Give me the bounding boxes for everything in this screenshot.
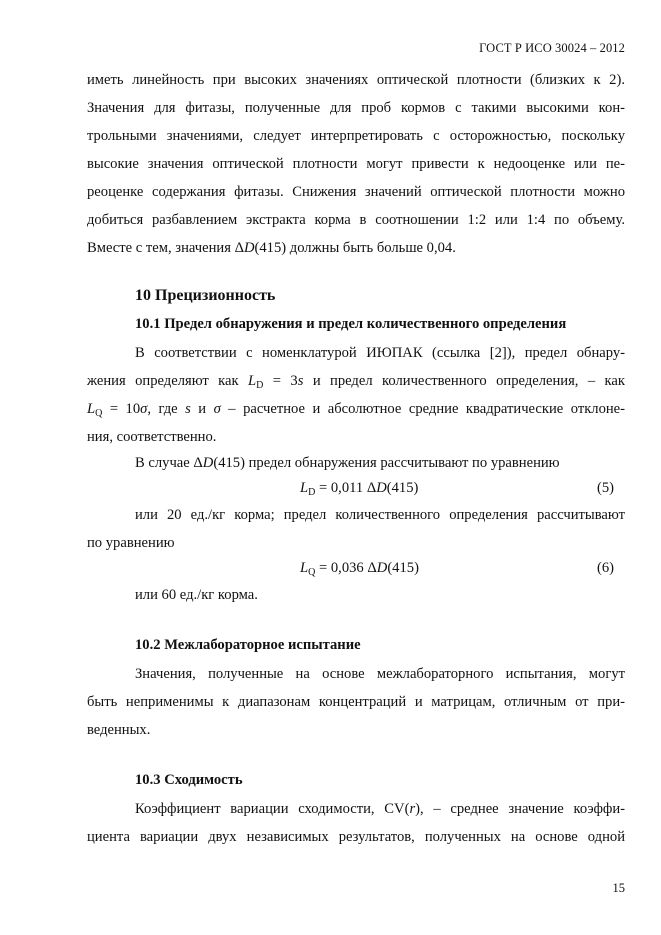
equation-6: $L_Q = 0,036$ ΔD(415) <box>300 560 419 578</box>
text-line: В соответствии с номенклатурой ИЮПАК (ссылка [2]), предел обнару- <box>135 345 625 361</box>
text-line: быть неприменимы к диапазонам концентраций и матрицам, отличным от при- <box>87 694 625 710</box>
text-line: ния, соответственно. <box>87 429 217 445</box>
text-line: реоценке содержания фитазы. Снижения значений оптической плотности можно <box>87 184 625 200</box>
text-line: по уравнению <box>87 535 175 551</box>
text-line: Значения для фитазы, полученные для проб кормов с такими высокими кон- <box>87 100 625 116</box>
subsection-heading: 10.3 Сходимость <box>135 772 243 788</box>
text-line: или 20 ед./кг корма; предел количественного определения рассчитывают <box>135 507 625 523</box>
text-line: или 60 ед./кг корма. <box>135 587 258 603</box>
text-line: $L_Q = 10\sigma$, где s и σ – расчетное и абсолютное средние квадратические отклоне- <box>87 401 626 419</box>
text-line: В случае ΔD(415) предел обнаружения рассчитывают по уравнению <box>135 455 560 471</box>
equation-5: $L_D = 0,011$ ΔD(415) <box>300 480 419 498</box>
text-line: веденных. <box>87 722 151 738</box>
document-code-header: ГОСТ Р ИСО 30024 – 2012 <box>479 41 625 55</box>
text-line: высокие значения оптической плотности могут привести к недооценке или пе- <box>87 156 625 172</box>
subsection-heading: 10.2 Межлабораторное испытание <box>135 637 361 653</box>
text-line: Вместе с тем, значения ΔD(415) должны быть больше 0,04. <box>87 240 456 256</box>
equation-number: (6) <box>597 560 615 576</box>
text-line: иметь линейность при высоких значениях оптической плотности (близких к 2). <box>87 72 625 88</box>
text-line: Значения, полученные на основе межлабораторного испытания, могут <box>135 666 625 682</box>
page-number: 15 <box>612 881 625 895</box>
text-line: циента вариации двух независимых результатов, полученных на основе одной <box>87 829 625 845</box>
subsection-heading: 10.1 Предел обнаружения и предел количественного определения <box>135 316 567 332</box>
section-heading: 10 Прецизионность <box>135 287 276 304</box>
text-line: Коэффициент вариации сходимости, CV(r), – среднее значение коэффи- <box>135 801 625 817</box>
text-line: добиться разбавлением экстракта корма в соотношении 1:2 или 1:4 по объему. <box>87 212 625 228</box>
text-line: жения определяют как $L_D = 3s$ и предел количественного определения, – как <box>87 373 625 391</box>
text-line: трольными значениями, следует интерпретировать с осторожностью, поскольку <box>87 128 625 144</box>
equation-number: (5) <box>597 480 615 496</box>
